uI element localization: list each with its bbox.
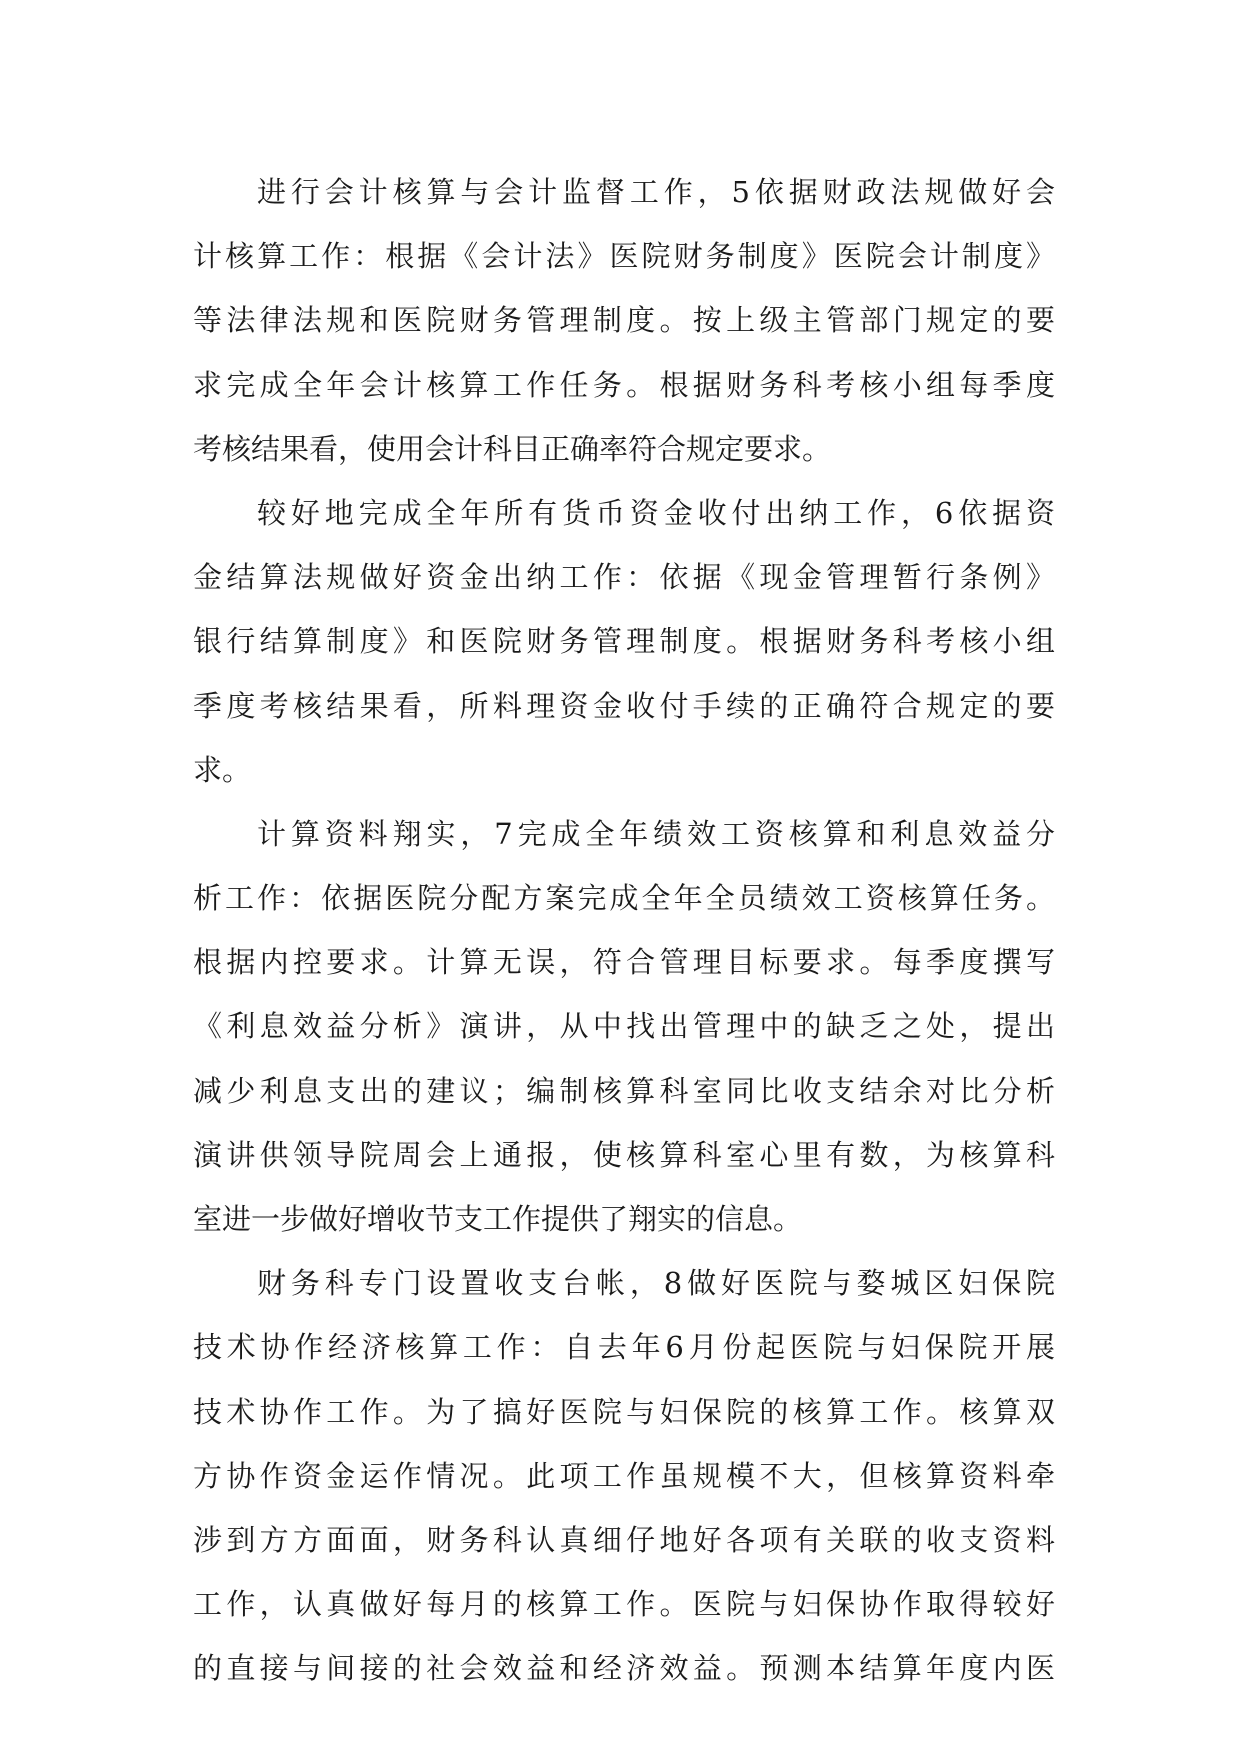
document-body xyxy=(193,160,1055,1701)
paragraph-line: 的直接与间接的社会效益和经济效益。预测本结算年度内医 xyxy=(193,1651,1055,1686)
paragraph-line: 银行结算制度》和医院财务管理制度。根据财务科考核小组 xyxy=(193,624,1055,659)
paragraph-line: 计核算工作：根据《会计法》医院财务制度》医院会计制度》 xyxy=(193,239,1055,274)
paragraph-line: 演讲供领导院周会上通报，使核算科室心里有数，为核算科 xyxy=(193,1137,1055,1172)
paragraph-line: 求。 xyxy=(193,752,252,787)
paragraph-line: 涉到方方面面，财务科认真细仔地好各项有关联的收支资料 xyxy=(193,1522,1055,1557)
paragraph-line: 根据内控要求。计算无误，符合管理目标要求。每季度撰写 xyxy=(193,945,1055,980)
paragraph-line: 等法律法规和医院财务管理制度。按上级主管部门规定的要 xyxy=(193,303,1055,338)
paragraph-line: 技术协作经济核算工作：自去年6月份起医院与妇保院开展 xyxy=(193,1330,1055,1365)
paragraph-line: 析工作：依据医院分配方案完成全年全员绩效工资核算任务。 xyxy=(193,881,1055,916)
paragraph-line: 方协作资金运作情况。此项工作虽规模不大，但核算资料牵 xyxy=(193,1458,1055,1493)
paragraph-line: 计算资料翔实，7完成全年绩效工资核算和利息效益分 xyxy=(257,816,1055,851)
paragraph-line: 室进一步做好增收节支工作提供了翔实的信息。 xyxy=(193,1202,803,1236)
paragraph-line: 财务科专门设置收支台帐，8做好医院与婺城区妇保院 xyxy=(257,1266,1055,1301)
paragraph-line: 减少利息支出的建议；编制核算科室同比收支结余对比分析 xyxy=(193,1073,1055,1108)
paragraph-line: 工作，认真做好每月的核算工作。医院与妇保协作取得较好 xyxy=(193,1587,1055,1622)
paragraph-line: 较好地完成全年所有货币资金收付出纳工作，6依据资 xyxy=(257,495,1055,530)
paragraph-line: 进行会计核算与会计监督工作，5依据财政法规做好会 xyxy=(257,175,1055,209)
paragraph-line: 金结算法规做好资金出纳工作：依据《现金管理暂行条例》 xyxy=(193,560,1055,595)
paragraph-line: 求完成全年会计核算工作任务。根据财务科考核小组每季度 xyxy=(193,367,1055,402)
paragraph-line: 技术协作工作。为了搞好医院与妇保院的核算工作。核算双 xyxy=(193,1394,1055,1429)
paragraph-line: 考核结果看，使用会计科目正确率符合规定要求。 xyxy=(193,431,832,466)
paragraph-line: 《利息效益分析》演讲，从中找出管理中的缺乏之处，提出 xyxy=(193,1009,1055,1044)
paragraph-line: 季度考核结果看，所料理资金收付手续的正确符合规定的要 xyxy=(193,688,1055,723)
